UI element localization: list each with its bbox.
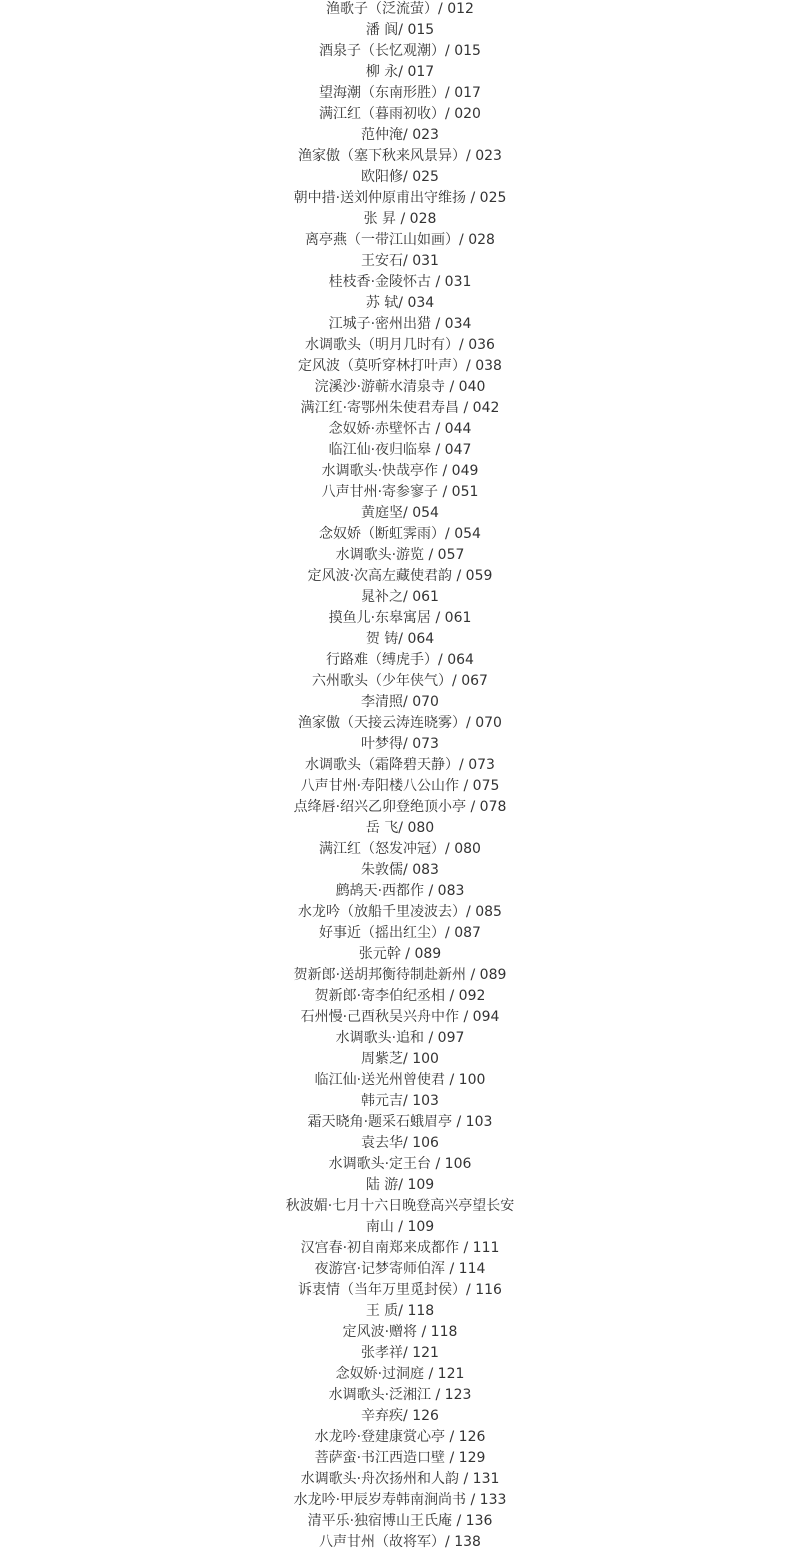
toc-entry: 定风波·赠将 / 118 <box>342 1324 458 1340</box>
toc-entry: 陆 游/ 109 <box>365 1177 435 1193</box>
toc-entry: 摸鱼儿·东皋寓居 / 061 <box>328 610 472 626</box>
toc-entry: 水调歌头·舟次扬州和人韵 / 131 <box>300 1471 500 1487</box>
toc-entry: 张孝祥/ 121 <box>361 1345 439 1361</box>
toc-entry: 南山 / 109 <box>365 1219 435 1235</box>
toc-entry: 渔歌子（泛流萤）/ 012 <box>326 1 474 17</box>
toc-entry: 王 质/ 118 <box>365 1303 435 1319</box>
toc-entry: 王安石/ 031 <box>361 253 439 269</box>
toc-entry: 水龙吟（放船千里凌波去）/ 085 <box>298 904 502 920</box>
toc-entry: 叶梦得/ 073 <box>361 736 439 752</box>
toc-entry: 酒泉子（长忆观潮）/ 015 <box>319 43 481 59</box>
toc-entry: 水调歌头·定王台 / 106 <box>328 1156 472 1172</box>
toc-entry: 朱敦儒/ 083 <box>361 862 439 878</box>
toc-entry: 渔家傲（天接云涛连晓雾）/ 070 <box>298 715 502 731</box>
toc-entry: 八声甘州（故将军）/ 138 <box>319 1534 481 1550</box>
toc-entry: 水调歌头（明月几时有）/ 036 <box>305 337 495 353</box>
toc-entry: 水龙吟·甲辰岁寿韩南涧尚书 / 133 <box>293 1492 507 1508</box>
toc-entry: 张元幹 / 089 <box>358 946 442 962</box>
toc-entry: 定风波·次高左藏使君韵 / 059 <box>307 568 493 584</box>
toc-entry: 望海潮（东南形胜）/ 017 <box>319 85 481 101</box>
toc-entry: 满江红（怒发冲冠）/ 080 <box>319 841 481 857</box>
toc-entry: 水调歌头·泛湘江 / 123 <box>328 1387 472 1403</box>
toc-entry: 范仲淹/ 023 <box>361 127 439 143</box>
toc-entry: 秋波媚·七月十六日晚登高兴亭望长安 <box>285 1198 515 1214</box>
toc-entry: 晁补之/ 061 <box>361 589 439 605</box>
toc-entry: 定风波（莫听穿林打叶声）/ 038 <box>298 358 502 374</box>
toc-entry: 鹧鸪天·西都作 / 083 <box>335 883 465 899</box>
toc-entry: 水龙吟·登建康赏心亭 / 126 <box>314 1429 486 1445</box>
toc-entry: 潘 阆/ 015 <box>365 22 435 38</box>
toc-entry: 夜游宫·记梦寄师伯浑 / 114 <box>314 1261 486 1277</box>
toc-entry: 八声甘州·寿阳楼八公山作 / 075 <box>300 778 500 794</box>
toc-entry: 贺新郎·送胡邦衡待制赴新州 / 089 <box>293 967 507 983</box>
toc-entry: 清平乐·独宿博山王氏庵 / 136 <box>307 1513 493 1529</box>
toc-entry: 水调歌头（霜降碧天静）/ 073 <box>305 757 495 773</box>
toc-entry: 辛弃疾/ 126 <box>361 1408 439 1424</box>
toc-entry: 桂枝香·金陵怀古 / 031 <box>328 274 472 290</box>
toc-entry: 汉宫春·初自南郑来成都作 / 111 <box>300 1240 500 1256</box>
toc-entry: 诉衷情（当年万里觅封侯）/ 116 <box>298 1282 502 1298</box>
toc-entry: 行路难（缚虎手）/ 064 <box>326 652 474 668</box>
toc-entry: 水调歌头·快哉亭作 / 049 <box>321 463 479 479</box>
toc-entry: 好事近（摇出红尘）/ 087 <box>319 925 481 941</box>
toc-entry: 念奴娇（断虹霁雨）/ 054 <box>319 526 481 542</box>
toc-entry: 离亭燕（一带江山如画）/ 028 <box>305 232 495 248</box>
toc-entry: 临江仙·夜归临皋 / 047 <box>328 442 472 458</box>
toc-entry: 周紫芝/ 100 <box>361 1051 439 1067</box>
toc-entry: 欧阳修/ 025 <box>361 169 439 185</box>
toc-entry: 念奴娇·过洞庭 / 121 <box>335 1366 465 1382</box>
toc-entry: 菩萨蛮·书江西造口壁 / 129 <box>314 1450 486 1466</box>
toc-entry: 六州歌头（少年侠气）/ 067 <box>312 673 488 689</box>
toc-entry: 黄庭坚/ 054 <box>361 505 439 521</box>
toc-entry: 岳 飞/ 080 <box>365 820 435 836</box>
toc-entry: 柳 永/ 017 <box>365 64 435 80</box>
toc-entry: 贺 铸/ 064 <box>365 631 435 647</box>
toc-entry: 贺新郎·寄李伯纪丞相 / 092 <box>314 988 486 1004</box>
toc-entry: 满江红·寄鄂州朱使君寿昌 / 042 <box>300 400 500 416</box>
toc-entry: 满江红（暮雨初收）/ 020 <box>319 106 481 122</box>
toc-entry: 张 昇 / 028 <box>363 211 437 227</box>
toc-entry: 浣溪沙·游蕲水清泉寺 / 040 <box>314 379 486 395</box>
toc-entry: 点绛唇·绍兴乙卯登绝顶小亭 / 078 <box>293 799 507 815</box>
toc-entry: 临江仙·送光州曾使君 / 100 <box>314 1072 486 1088</box>
toc-entry: 朝中措·送刘仲原甫出守维扬 / 025 <box>293 190 507 206</box>
toc-entry: 江城子·密州出猎 / 034 <box>328 316 472 332</box>
toc-entry: 石州慢·己酉秋吴兴舟中作 / 094 <box>300 1009 500 1025</box>
toc-entry: 苏 轼/ 034 <box>365 295 435 311</box>
toc-entry: 念奴娇·赤壁怀古 / 044 <box>328 421 472 437</box>
toc-entry: 水调歌头·游览 / 057 <box>335 547 465 563</box>
toc-entry: 袁去华/ 106 <box>361 1135 439 1151</box>
toc-entry: 李清照/ 070 <box>361 694 439 710</box>
toc-entry: 韩元吉/ 103 <box>361 1093 439 1109</box>
toc-entry: 八声甘州·寄参寥子 / 051 <box>321 484 479 500</box>
toc-entry: 霜天晓角·题采石蛾眉亭 / 103 <box>307 1114 493 1130</box>
toc-entry: 渔家傲（塞下秋来风景异）/ 023 <box>298 148 502 164</box>
toc-entry: 水调歌头·追和 / 097 <box>335 1030 465 1046</box>
